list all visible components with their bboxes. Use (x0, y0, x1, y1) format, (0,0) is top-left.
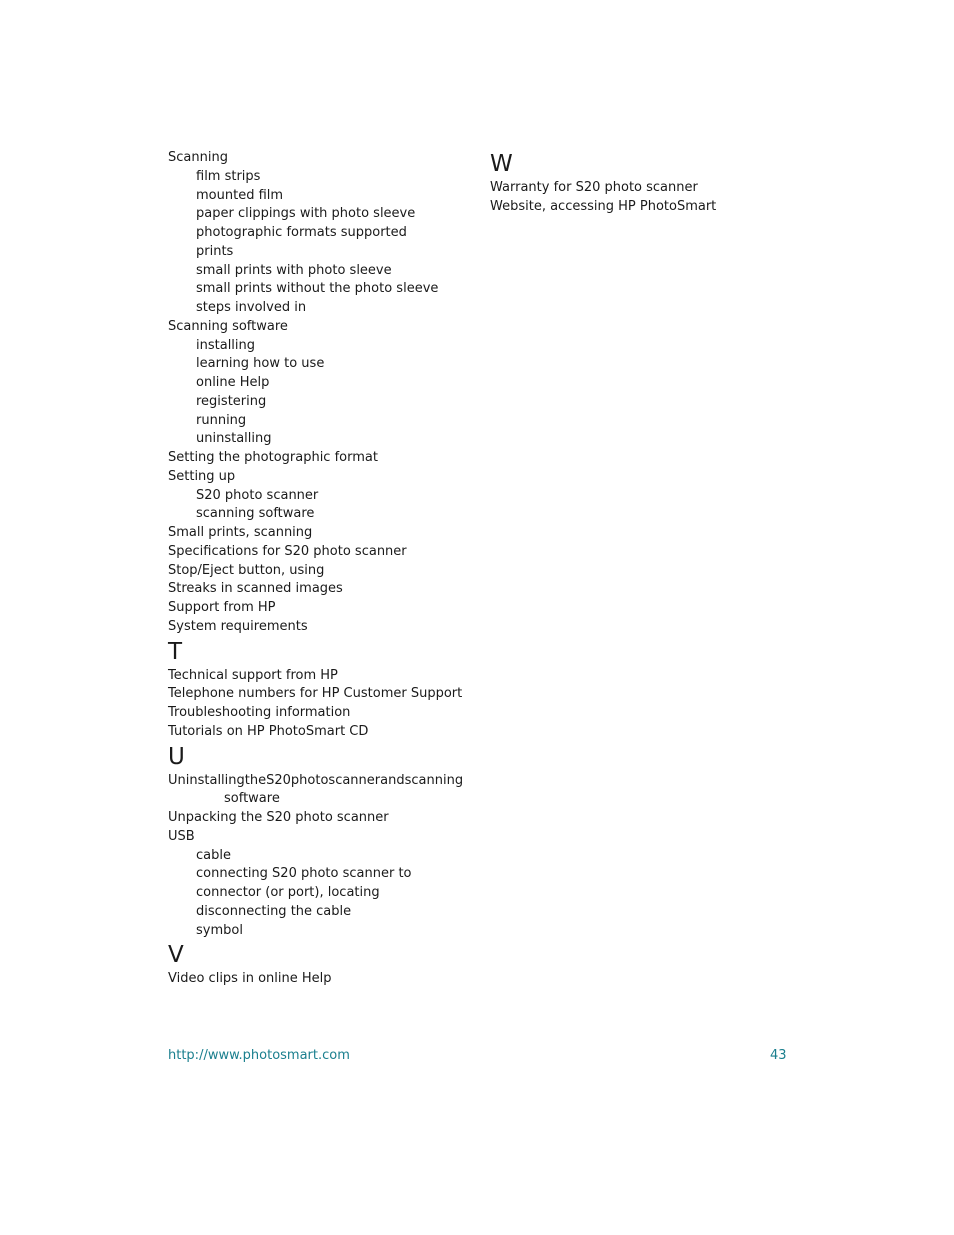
index-entry-main: Troubleshooting information (168, 705, 351, 720)
index-entry-sub: mounted film (196, 187, 284, 203)
index-entry-main: Scanning software (168, 318, 288, 334)
index-entry-main: Telephone numbers for HP Customer Support (168, 686, 463, 702)
index-entry-main: Video clips in online Help (168, 971, 332, 987)
word: scanner (328, 772, 381, 788)
index-entry-sub: installing (196, 337, 256, 353)
index-entry-sub: running (196, 412, 247, 428)
index-entry-main: USB (168, 828, 195, 844)
index-entry-sub: registering (196, 393, 267, 409)
index-entry-main: System requirements (168, 618, 308, 634)
word: Uninstalling (168, 772, 245, 788)
index-entry-sub: online Help (196, 375, 270, 390)
index-entry-sub: disconnecting the cable (196, 903, 352, 919)
word: and (380, 772, 405, 788)
index-entry-main: Website, accessing HP PhotoSmart (490, 198, 717, 214)
index-entry-main: Unpacking the S20 photo scanner (168, 810, 389, 825)
section-letter-u: U (168, 743, 185, 770)
index-column-left (168, 149, 468, 989)
index-entry-main: Scanning (168, 150, 228, 165)
index-entry-sub: small prints with photo sleeve (196, 262, 392, 278)
index-column-right (490, 149, 790, 217)
index-entry-main: Technical support from HP (168, 667, 338, 683)
index-entry-sub: uninstalling (196, 431, 272, 447)
index-entry-sub: learning how to use (196, 356, 325, 372)
page-number: 43 (770, 1048, 787, 1063)
index-entry-sub: small prints without the photo sleeve (196, 281, 439, 297)
index-entry-sub: S20 photo scanner (196, 487, 319, 503)
index-section-u (168, 742, 468, 941)
index-section-t (168, 637, 468, 742)
index-entry-sub: photographic formats supported (196, 225, 407, 240)
index-entry-main: Warranty for S20 photo scanner (490, 180, 698, 195)
index-entry-main: Stop/Eject button, using (168, 562, 325, 578)
index-section-v (168, 940, 468, 989)
word: scanning (404, 772, 464, 788)
section-letter-v: V (168, 942, 184, 969)
index-entry-main: Tutorials on HP PhotoSmart CD (168, 723, 369, 739)
index-entry-uninstalling (168, 772, 463, 791)
section-letter-w: W (490, 151, 513, 177)
index-entry-sub: steps involved in (196, 300, 307, 315)
footer-url-link[interactable]: http://www.photosmart.com (168, 1048, 350, 1063)
index-entry-sub: prints (196, 243, 234, 259)
index-entry-sub: connecting S20 photo scanner to (196, 866, 412, 882)
index-entry-sub: symbol (196, 922, 243, 938)
index-entry-sub: film strips (196, 168, 261, 184)
index-entry-main: Streaks in scanned images (168, 581, 343, 597)
index-entry-continuation: software (224, 791, 280, 807)
index-entry-sub: connector (or port), locating (196, 885, 380, 900)
index-entry-main: Setting the photographic format (168, 450, 378, 465)
index-section-s (168, 149, 468, 637)
index-entry-main: Small prints, scanning (168, 525, 313, 540)
word: photo (290, 772, 329, 788)
section-letter-t: T (168, 638, 183, 665)
index-entry-sub: cable (196, 847, 231, 863)
index-entry-main: Specifications for S20 photo scanner (168, 543, 407, 559)
index-entry-main: Setting up (168, 468, 236, 484)
word: the (244, 772, 267, 788)
index-entry-sub: paper clippings with photo sleeve (196, 206, 416, 222)
index-entry-sub: scanning software (196, 506, 315, 522)
word: S20 (266, 772, 291, 788)
index-section-w (490, 149, 790, 217)
index-entry-main: Support from HP (168, 600, 276, 615)
